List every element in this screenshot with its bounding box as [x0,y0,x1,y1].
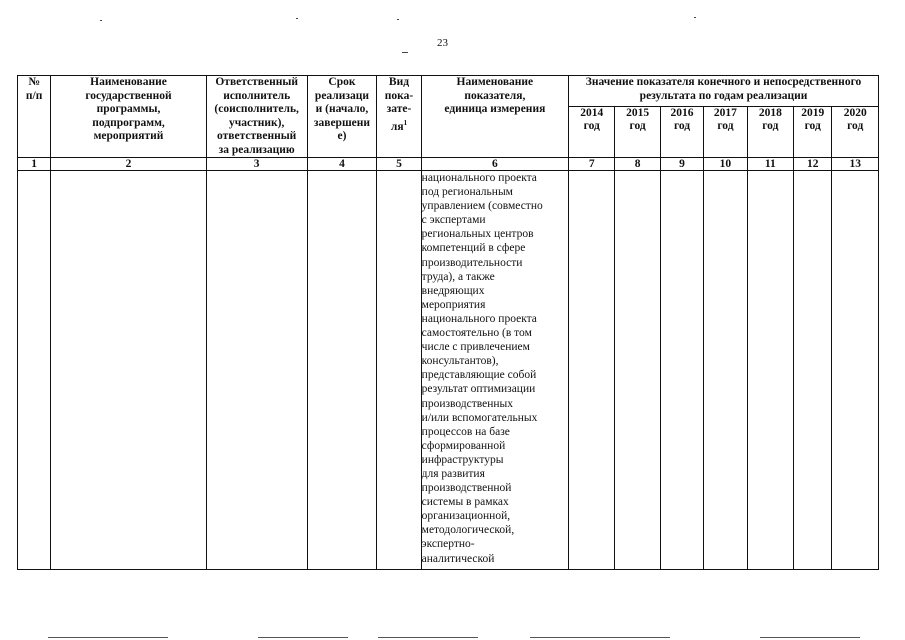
indicator-text-line: производственных [421,397,514,410]
column-number: 7 [569,158,615,171]
header-indicator-type: Вид пока- зате- $ля^1$ [377,76,421,158]
column-number: 3 [206,158,307,171]
indicator-text-line: процессов на базе [421,425,510,438]
column-number: 9 [660,158,703,171]
header-year-2017: 2017 год [704,106,747,157]
indicator-text-line: результат оптимизации [421,383,536,396]
cell-value-2017 [704,171,747,570]
cell-value-2019 [794,171,832,570]
column-number: 2 [51,158,206,171]
scan-line [258,637,348,638]
scan-speck [397,19,399,20]
scan-line [378,637,478,638]
indicator-text-line: производственной [421,482,512,495]
indicator-text [422,171,568,566]
indicator-text-line: числе с привлечением [421,341,530,354]
scan-line [530,637,670,638]
header-year-2018: 2018 год [747,106,793,157]
header-year-2020: 2020 год [832,106,879,157]
scan-speck [100,20,102,21]
indicator-text-line: национального проекта [421,172,537,184]
header-responsible: Ответственный исполнитель (соисполнитель, участник), ответственный за реализацию [206,76,307,158]
header-indicator-name: Наименование показателя, единица измерения [421,76,568,158]
column-number: 6 [421,158,568,171]
cell-period [307,171,377,570]
header-program-name: Наименование государственной программы, подпрограмм, мероприятий [51,76,206,158]
cell-value-2020 [832,171,879,570]
column-number: 10 [704,158,747,171]
header-year-2014: 2014 год [569,106,615,157]
indicator-text-line: региональных центров [421,228,534,241]
cell-value-2015 [615,171,660,570]
indicator-text-line: национального проекта [421,312,537,325]
header-year-2019: 2019 год [794,106,832,157]
cell-indicator-name [421,171,568,570]
indicator-text-line: производительности [421,256,523,269]
cell-responsible [206,171,307,570]
table-row [18,171,879,570]
cell-value-2018 [747,171,793,570]
indicator-text-line: труда), а также [421,270,495,283]
column-number: 5 [377,158,421,171]
indicator-text-line: и/или вспомогательных [421,411,538,424]
column-number: 11 [747,158,793,171]
indicator-text-line: управлением (совместно [421,200,543,213]
column-number: 1 [18,158,51,171]
header-number: № п/п [18,76,51,158]
scan-line [760,637,860,638]
cell-program-name [51,171,206,570]
header-values-group: Значение показателя конечного и непосредственного результата по годам реализации [569,76,879,107]
header-year-2016: 2016 год [660,106,703,157]
indicator-text-line: компетенций в сфере [421,242,526,255]
scan-speck [296,18,298,19]
indicator-text-line: сформированной [421,439,506,452]
column-number: 8 [615,158,660,171]
indicator-text-line: системы в рамках [421,496,509,509]
indicator-text-line: самостоятельно (в том [421,327,532,340]
column-number: 13 [832,158,879,171]
footnote-marker: 1 [403,118,408,127]
indicator-table [17,75,879,570]
indicator-text-line: под региональным [421,186,513,199]
page-number: 23 [437,37,448,49]
column-number-row [18,158,879,171]
indicator-text-line: консультантов), [421,355,499,368]
cell-value-2014 [569,171,615,570]
indicator-text-line: аналитической [421,552,495,565]
indicator-text-line: методологической, [421,524,515,537]
scan-speck [694,17,696,18]
column-number: 4 [307,158,377,171]
indicator-text-line: мероприятия [421,298,486,311]
cell-number [18,171,51,570]
indicator-text-line: внедряющих [421,284,485,297]
cell-indicator-type [377,171,421,570]
indicator-text-line: экспертно- [421,538,475,551]
indicator-text-line: с экспертами [421,214,486,227]
indicator-text-line: организационной, [421,510,511,523]
indicator-text-line: представляющие собой [421,369,537,382]
scan-speck [402,52,408,53]
indicator-text-line: инфраструктуры [421,453,504,466]
column-number: 12 [794,158,832,171]
cell-value-2016 [660,171,703,570]
scan-line [48,637,168,638]
header-period: Срок реализаци и (начало, завершени е) [307,76,377,158]
indicator-text-line: для развития [421,467,485,480]
header-year-2015: 2015 год [615,106,660,157]
